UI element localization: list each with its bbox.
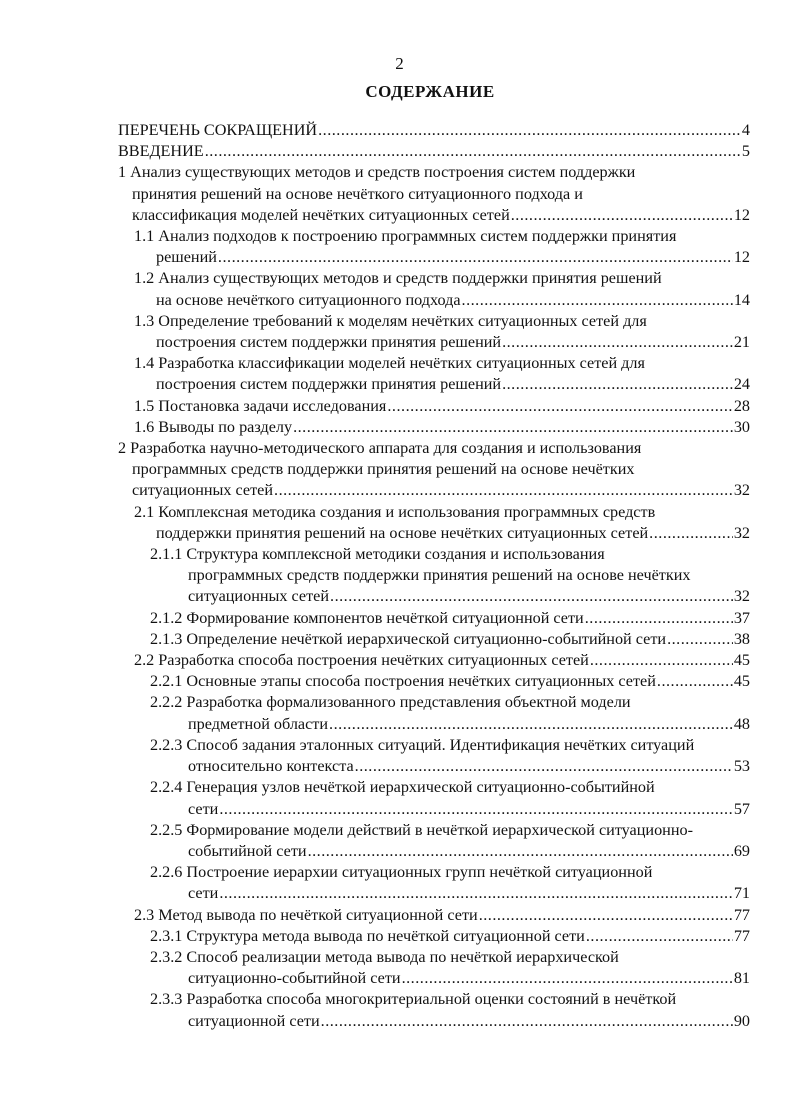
toc-entry (150, 692, 750, 734)
toc-page-number: 21 (733, 333, 750, 352)
toc-entry-text: 2.3.1 Структура метода вывода по нечёткой ситуационной сети (150, 926, 585, 945)
toc-entry (134, 417, 750, 438)
toc-leader-dots (293, 417, 733, 438)
toc-entry-text: 2.3.2 Способ реализации метода вывода по нечёткой иерархической (150, 947, 619, 966)
toc-entry-text: 1.5 Постановка задачи исследования (134, 396, 387, 415)
toc-leader-dots (667, 629, 733, 650)
toc-entry (134, 502, 750, 544)
toc-entry (150, 608, 750, 629)
toc-entry-text: 2.1.2 Формирование компонентов нечёткой ситуационной сети (150, 608, 584, 627)
toc-page-number: 45 (733, 672, 750, 691)
toc-entry-text: решений (156, 248, 217, 267)
toc-entry-text: ВВЕДЕНИЕ (118, 142, 204, 161)
toc-leader-dots (585, 608, 733, 629)
page-title: СОДЕРЖАНИЕ (365, 82, 495, 101)
toc-page-number: 32 (733, 523, 750, 542)
toc-leader-dots (274, 480, 733, 501)
toc-entry-text: предметной области (188, 714, 329, 733)
toc-page-number: 38 (733, 629, 750, 648)
toc-page-number: 71 (733, 884, 750, 903)
toc-leader-dots (462, 290, 733, 311)
toc-entry (150, 947, 750, 989)
toc-page-number: 32 (733, 481, 750, 500)
toc-page-number: 90 (733, 1011, 750, 1030)
toc-page-number: 53 (733, 757, 750, 776)
toc-leader-dots (657, 671, 733, 692)
toc-page-number: 28 (733, 396, 750, 415)
toc-entry-text: 1.2 Анализ существующих методов и средств поддержки принятия решений (134, 269, 662, 288)
toc-leader-dots (308, 841, 733, 862)
toc-leader-dots (586, 926, 733, 947)
toc-page-number: 69 (733, 841, 750, 860)
toc-entry (134, 650, 750, 671)
toc-leader-dots (479, 905, 733, 926)
toc-entry (134, 905, 750, 926)
toc-entry-text: 2.2.3 Способ задания эталонных ситуаций. Идентификация нечётких ситуаций (150, 735, 695, 754)
toc-entry (118, 141, 750, 162)
toc-entry (134, 396, 750, 417)
toc-page-number: 32 (733, 587, 750, 606)
toc-page-number: 81 (733, 969, 750, 988)
toc-leader-dots (205, 141, 741, 162)
toc-entry (150, 544, 750, 608)
toc-leader-dots (590, 650, 733, 671)
toc-entry-text: событийной сети (188, 841, 307, 860)
toc-entry (150, 629, 750, 650)
toc-page-number: 12 (733, 205, 750, 224)
page-number: 2 (395, 54, 404, 73)
toc-entry-text: 2.2.1 Основные этапы способа построения нечётких ситуационных сетей (150, 672, 656, 691)
toc-page-number: 77 (733, 905, 750, 924)
toc-entry-text: сети (188, 884, 219, 903)
toc-entry-text: 2 Разработка научно-методического аппарата для создания и использования (118, 439, 642, 458)
table-of-contents (118, 120, 750, 1032)
toc-leader-dots (321, 1011, 733, 1032)
toc-entry (134, 311, 750, 353)
toc-leader-dots (330, 586, 733, 607)
toc-leader-dots (218, 247, 733, 268)
toc-entry-text: 2.2 Разработка способа построения нечётких ситуационных сетей (134, 651, 589, 670)
toc-page-number: 24 (733, 375, 750, 394)
toc-page-number: 37 (733, 608, 750, 627)
toc-entry-text: 2.2.6 Построение иерархии ситуационных групп нечёткой ситуационной (150, 863, 653, 882)
toc-leader-dots (387, 396, 732, 417)
toc-leader-dots (502, 332, 733, 353)
toc-entry-text: ПЕРЕЧЕНЬ СОКРАЩЕНИЙ (118, 121, 318, 139)
toc-entry-text: программных средств поддержки принятия решений на основе нечётких (188, 566, 691, 585)
toc-entry-text: сети (188, 799, 219, 818)
toc-page-number: 30 (733, 417, 750, 436)
toc-page-number: 14 (733, 290, 750, 309)
toc-entry-text: 1.3 Определение требований к моделям нечётких ситуационных сетей для (134, 311, 647, 330)
toc-entry (134, 226, 750, 268)
toc-leader-dots (219, 799, 733, 820)
toc-entry-text: ситуационной сети (188, 1011, 320, 1030)
toc-leader-dots (318, 120, 741, 141)
toc-entry-text: 2.3 Метод вывода по нечёткой ситуационной сети (134, 905, 478, 924)
toc-entry-text: 1.6 Выводы по разделу (134, 417, 293, 436)
toc-entry-text: поддержки принятия решений на основе нечётких ситуационных сетей (156, 523, 649, 542)
toc-entry (150, 735, 750, 777)
toc-entry-text: 2.1.3 Определение нечёткой иерархической ситуационно-событийной сети (150, 629, 667, 648)
toc-entry-text: 1.4 Разработка классификации моделей нечётких ситуационных сетей для (134, 354, 645, 373)
toc-entry (150, 777, 750, 819)
toc-entry-text: построения систем поддержки принятия решений (156, 375, 502, 394)
toc-entry (118, 120, 750, 141)
toc-page-number: 45 (733, 651, 750, 670)
toc-entry-text: 1 Анализ существующих методов и средств построения систем поддержки (118, 163, 636, 182)
toc-entry-text: на основе нечёткого ситуационного подхода (156, 290, 461, 309)
toc-page-number: 77 (733, 926, 750, 945)
toc-entry-text: 2.2.2 Разработка формализованного представления объектной модели (150, 693, 631, 712)
toc-page-number: 48 (733, 714, 750, 733)
toc-leader-dots (402, 968, 733, 989)
toc-entry (150, 671, 750, 692)
toc-leader-dots (329, 714, 733, 735)
toc-entry (134, 268, 750, 310)
toc-leader-dots (511, 205, 733, 226)
toc-entry (134, 353, 750, 395)
toc-page-number: 12 (733, 248, 750, 267)
toc-page-number: 4 (741, 121, 750, 139)
toc-entry-text: 2.1.1 Структура комплексной методики создания и использования (150, 545, 605, 564)
toc-leader-dots (355, 756, 733, 777)
toc-entry-text: относительно контекста (188, 757, 354, 776)
toc-leader-dots (219, 883, 733, 904)
toc-entry-text: 1.1 Анализ подходов к построению программных систем поддержки принятия (134, 227, 677, 246)
toc-entry-text: построения систем поддержки принятия решений (156, 333, 502, 352)
toc-leader-dots (502, 374, 733, 395)
toc-entry-text: 2.1 Комплексная методика создания и использования программных средств (134, 502, 656, 521)
toc-entry-text: принятия решений на основе нечёткого ситуационного подхода и (132, 184, 583, 203)
toc-entry (118, 162, 750, 226)
toc-entry-text: ситуационных сетей (132, 481, 274, 500)
toc-entry (118, 438, 750, 502)
toc-entry-text: классификация моделей нечётких ситуационных сетей (132, 205, 510, 224)
toc-entry (150, 989, 750, 1031)
toc-entry-text: ситуационных сетей (188, 587, 330, 606)
toc-page-number: 57 (733, 799, 750, 818)
toc-leader-dots (649, 523, 733, 544)
toc-entry (150, 926, 750, 947)
toc-entry-text: программных средств поддержки принятия решений на основе нечётких (132, 460, 635, 479)
toc-entry-text: ситуационно-событийной сети (188, 969, 401, 988)
toc-entry-text: 2.2.5 Формирование модели действий в нечёткой иерархической ситуационно- (150, 820, 693, 839)
toc-entry-text: 2.3.3 Разработка способа многокритериальной оценки состояний в нечёткой (150, 990, 677, 1009)
toc-entry (150, 862, 750, 904)
toc-entry (150, 820, 750, 862)
toc-entry-text: 2.2.4 Генерация узлов нечёткой иерархической ситуационно-событийной (150, 778, 655, 797)
toc-page-number: 5 (741, 142, 750, 161)
